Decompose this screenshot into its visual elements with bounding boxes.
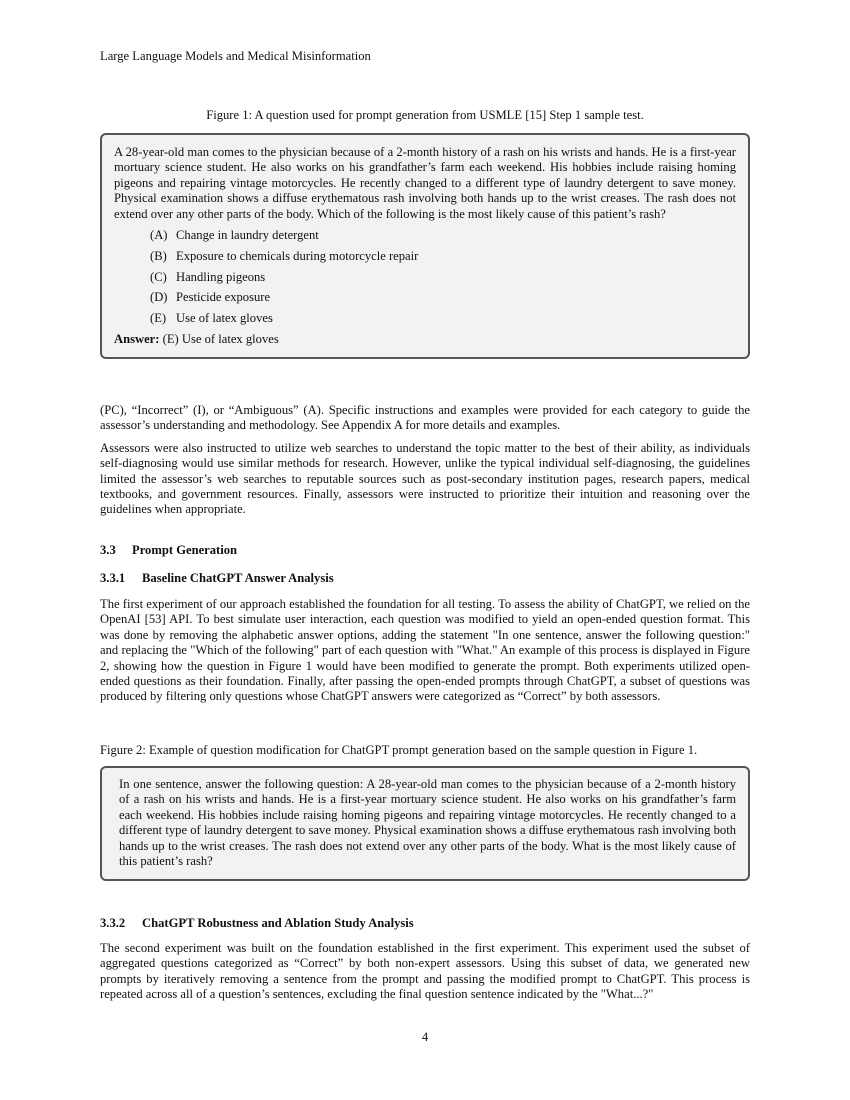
option-label: (C) [150,269,167,284]
section-3-3-heading [100,543,237,558]
option-a [150,228,736,243]
section-number: 3.3.1 [100,571,126,585]
option-text: Use of latex gloves [176,311,273,326]
paragraph-robustness: The second experiment was built on the foundation established in the first experiment. This experiment used the subset of aggregated questions categorized as “Correct” by both non-expert assessors. Using this subset of data, we generated new prompts by iteratively removing a sentence from the prompt and passing the modified prompt to ChatGPT. This process is repeated across all of a question’s sentences, excluding the final question sentence indicated by the "What...?" [100,941,750,1002]
page-number: 4 [421,1030,429,1044]
option-text: Change in laundry detergent [176,228,319,243]
section-title: Prompt Generation [132,543,238,557]
answer-label: Answer: [114,332,160,347]
figure-2-caption: Figure 2: Example of question modification for ChatGPT prompt generation based on the sample question in Figure 1. [100,743,698,757]
section-number: 3.3.2 [100,916,126,930]
figure-1-caption: Figure 1: A question used for prompt generation from USMLE [15] Step 1 sample test. [206,108,644,122]
option-d [150,290,736,305]
figure-1-box [100,133,750,359]
section-3-3-2-heading [100,916,414,931]
option-c [150,270,736,285]
figure-2-box [100,766,750,881]
paragraph-categories: (PC), “Incorrect” (I), or “Ambiguous” (A). Specific instructions and examples were provided for each category to guide the assessor’s understanding and methodology. See Appendix A for more details and examples. [100,403,750,433]
section-3-3-1-heading [100,571,334,586]
paragraph-baseline: The first experiment of our approach established the foundation for all testing. To assess the ability of ChatGPT, we relied on the OpenAI [53] API. To best simulate user interaction, each question was modified to yield an open-ended question format. This was done by removing the alphabetic answer options, adding the statement "In one sentence, answer the following question:" and replacing the "Which of the following" part of each question with "What." An example of this process is displayed in Figure 2, showing how the question in Figure 1 would have been modified to generate the prompt. Both experiments utilized open-ended questions as their foundation. Finally, after passing the open-ended prompts through ChatGPT, a subset of questions was produced by filtering only questions whose ChatGPT answers were categorized as “Correct” by both assessors. [100,597,750,704]
figure-1-question: A 28-year-old man comes to the physician because of a 2-month history of a rash on his wrists and hands. He is a first-year mortuary science student. He also works on his grandfather’s farm each weekend. His hobbies include raising homing pigeons and repairing vintage motorcycles. He recently changed to a different type of laundry detergent to save money. Physical examination shows a diffuse erythematous rash involving both hands up to the wrist creases. The rash does not extend over any other parts of the body. Which of the following is the most likely cause of this patient’s rash? [114,145,736,221]
figure-2-prompt: In one sentence, answer the following question: A 28-year-old man comes to the physician because of a 2-month history of a rash on his wrists and hands. He is a first-year mortuary science student. He also works on his grandfather’s farm each weekend. His hobbies include raising homing pigeons and repairing vintage motorcycles. He recently changed to a different type of laundry detergent to save money. Physical examination shows a diffuse erythematous rash involving both hands up to the wrist creases. The rash does not extend over any other parts of the body. What is the most likely cause of this patient’s rash? [119,777,736,869]
option-e [150,311,736,326]
option-text: Handling pigeons [176,269,266,284]
option-label: (B) [150,248,167,263]
section-title: ChatGPT Robustness and Ablation Study Analysis [142,916,414,930]
answer-line [114,332,736,347]
option-label: (A) [150,228,168,243]
option-label: (D) [150,290,168,305]
option-text: Exposure to chemicals during motorcycle repair [176,248,419,263]
option-text: Pesticide exposure [176,290,271,305]
option-label: (E) [150,311,167,326]
section-number: 3.3 [100,543,116,557]
answer-text: (E) Use of latex gloves [162,332,279,347]
body-text-upper [100,403,750,525]
option-b [150,249,736,264]
section-title: Baseline ChatGPT Answer Analysis [142,571,334,585]
paragraph-assessors: Assessors were also instructed to utilize web searches to understand the topic matter to the best of their ability, as individuals self-diagnosing would use similar methods for research. However, unlike the typical individual self-diagnosing, the guidelines limited the assessor’s web searches to reputable sources such as post-secondary institution pages, research papers, medical textbooks, and government resources. Finally, assessors were instructed to prioritize their intuition and reasoning over the guidelines when appropriate. [100,440,750,517]
answer-options [150,228,736,327]
running-header: Large Language Models and Medical Misinformation [100,49,371,63]
